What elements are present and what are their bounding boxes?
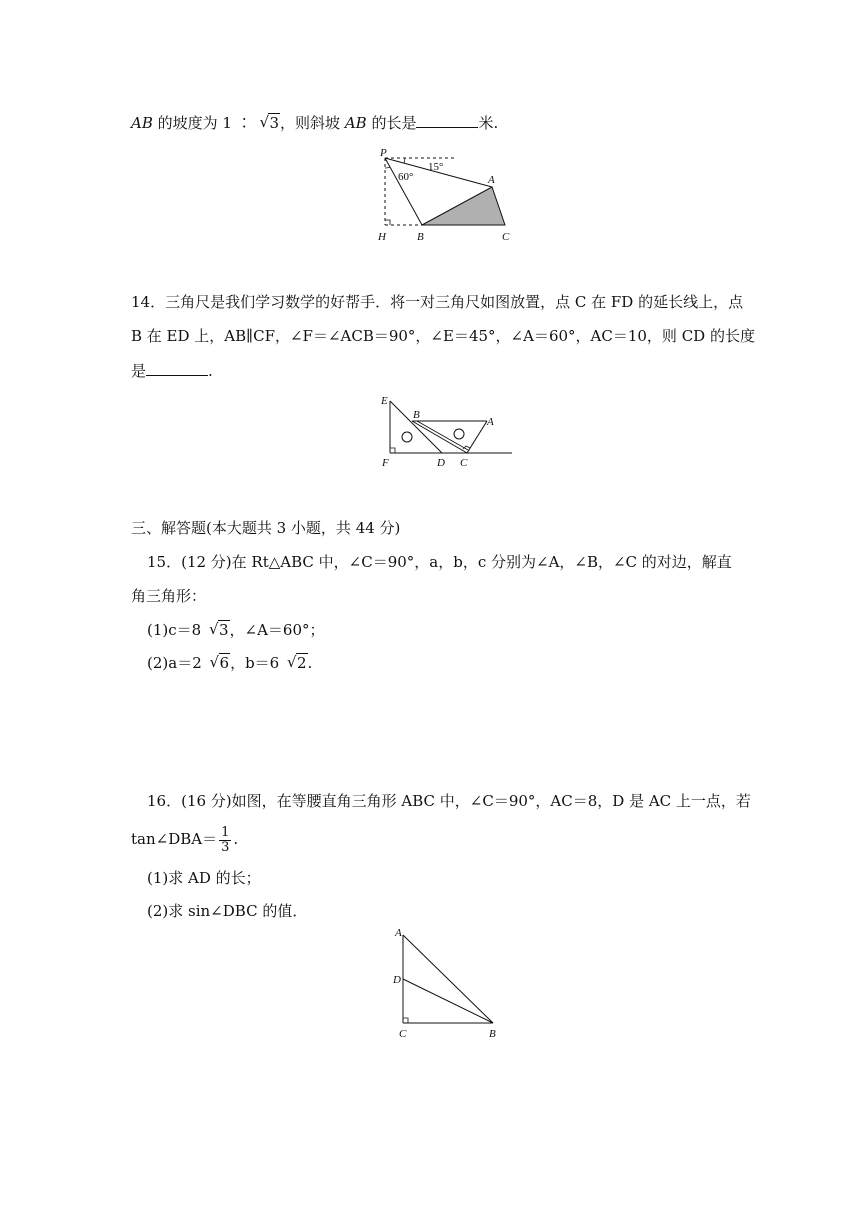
q14-right-angle-c	[463, 446, 470, 449]
q13-answer-blank	[416, 112, 478, 128]
q14-right-angle-f	[390, 448, 395, 453]
q16-right-angle-c	[403, 1018, 408, 1023]
q15-part-2-c: .	[307, 654, 313, 672]
q15-part-2-sqrt-2: √ 2	[286, 653, 307, 672]
q14-line-bc	[412, 421, 467, 453]
q14-label-d: D	[437, 457, 445, 469]
q14-label-e: E	[381, 395, 388, 407]
q13-line-pb	[385, 158, 422, 225]
q14-answer-blank	[146, 360, 208, 376]
q16-line-2-a: tan∠DBA＝	[131, 830, 218, 848]
q14-line-3-text: 是	[131, 362, 147, 380]
q16-part-1: (1)求 AD 的长；	[147, 869, 261, 887]
q16-figure	[390, 925, 505, 1045]
q13-right-angle-mark	[385, 220, 390, 225]
q13-label-b: B	[417, 231, 424, 243]
q14-line-3	[131, 360, 213, 381]
q15-part-2	[147, 653, 312, 673]
q14-line-2: B 在 ED 上，AB∥CF，∠F＝∠ACB＝90°，∠E＝45°，∠A＝60°，AC＝10，则 CD 的长度	[131, 327, 755, 345]
q15-part-2-sqrt-1: √ 6	[209, 653, 230, 672]
q13-ab-1: AB	[131, 114, 153, 132]
q14-label-a: A	[487, 416, 494, 428]
q13-label-h: H	[378, 231, 386, 243]
q16-label-a: A	[395, 927, 402, 939]
q13-text-f: 米.	[478, 114, 499, 132]
q14-circle-right	[454, 429, 464, 439]
q16-label-b: B	[489, 1028, 496, 1040]
q13-ab-2: AB	[344, 114, 367, 132]
q15-line-1: 15．(12 分)在 Rt△ABC 中，∠C＝90°，a，b，c 分别为∠A，∠B，∠C 的对边，解直	[147, 553, 732, 571]
q14-line-ac	[467, 421, 487, 453]
q13-label-c: C	[502, 231, 510, 243]
q15-part-1-a: (1)c＝8	[147, 621, 206, 639]
q15-part-2-b: ，b＝6	[230, 654, 284, 672]
q16-line-db	[403, 979, 493, 1023]
q13-angle-arc-60	[385, 167, 390, 168]
q14-label-f: F	[382, 457, 389, 469]
q16-line-1: 16．(16 分)如图，在等腰直角三角形 ABC 中，∠C＝90°，AC＝8，D 是 AC 上一点，若	[147, 792, 751, 810]
q13-angle-60: 60°	[398, 171, 414, 183]
q13-angle-arc-15	[404, 158, 405, 163]
q13-text-e: 的长是	[366, 114, 417, 132]
q13-figure	[370, 146, 520, 246]
q14-label-c: C	[460, 457, 468, 469]
q15-part-1	[147, 620, 325, 640]
q13-label-a: A	[488, 174, 495, 186]
q15-part-2-a: (2)a＝2	[147, 654, 207, 672]
q14-label-b: B	[413, 409, 420, 421]
q16-part-2: (2)求 sin∠DBC 的值．	[147, 902, 308, 920]
q14-line-1: 14．三角尺是我们学习数学的好帮手．将一对三角尺如图放置，点 C 在 FD 的延长线上，点	[131, 293, 744, 311]
q13-label-p: P	[380, 147, 387, 159]
q16-label-c: C	[399, 1028, 407, 1040]
q16-line-2	[131, 822, 238, 856]
q13-sqrt: √ 3	[259, 113, 280, 132]
q15-part-1-b: ，∠A＝60°；	[229, 621, 325, 639]
q13-text-b: 的坡度为 1 ∶	[152, 114, 257, 132]
q16-label-d: D	[393, 974, 401, 986]
q13-shaded-region	[422, 187, 505, 225]
q16-fraction: $\frac{1}{3}$	[221, 824, 230, 855]
q14-circle-left	[402, 432, 412, 442]
q13-angle-15: 15°	[428, 161, 444, 173]
q14-line-3-end: .	[208, 362, 213, 380]
q13-text-c: ，则斜坡	[280, 114, 345, 132]
q16-line-ab	[403, 935, 493, 1023]
q15-line-2: 角三角形：	[131, 587, 207, 605]
q16-line-2-b: .	[233, 830, 239, 848]
section-3-title: 三、解答题(本大题共 3 小题，共 44 分)	[131, 519, 401, 537]
q15-part-1-sqrt: √ 3	[208, 620, 229, 639]
q14-figure	[375, 392, 520, 472]
q13-text	[131, 112, 498, 133]
